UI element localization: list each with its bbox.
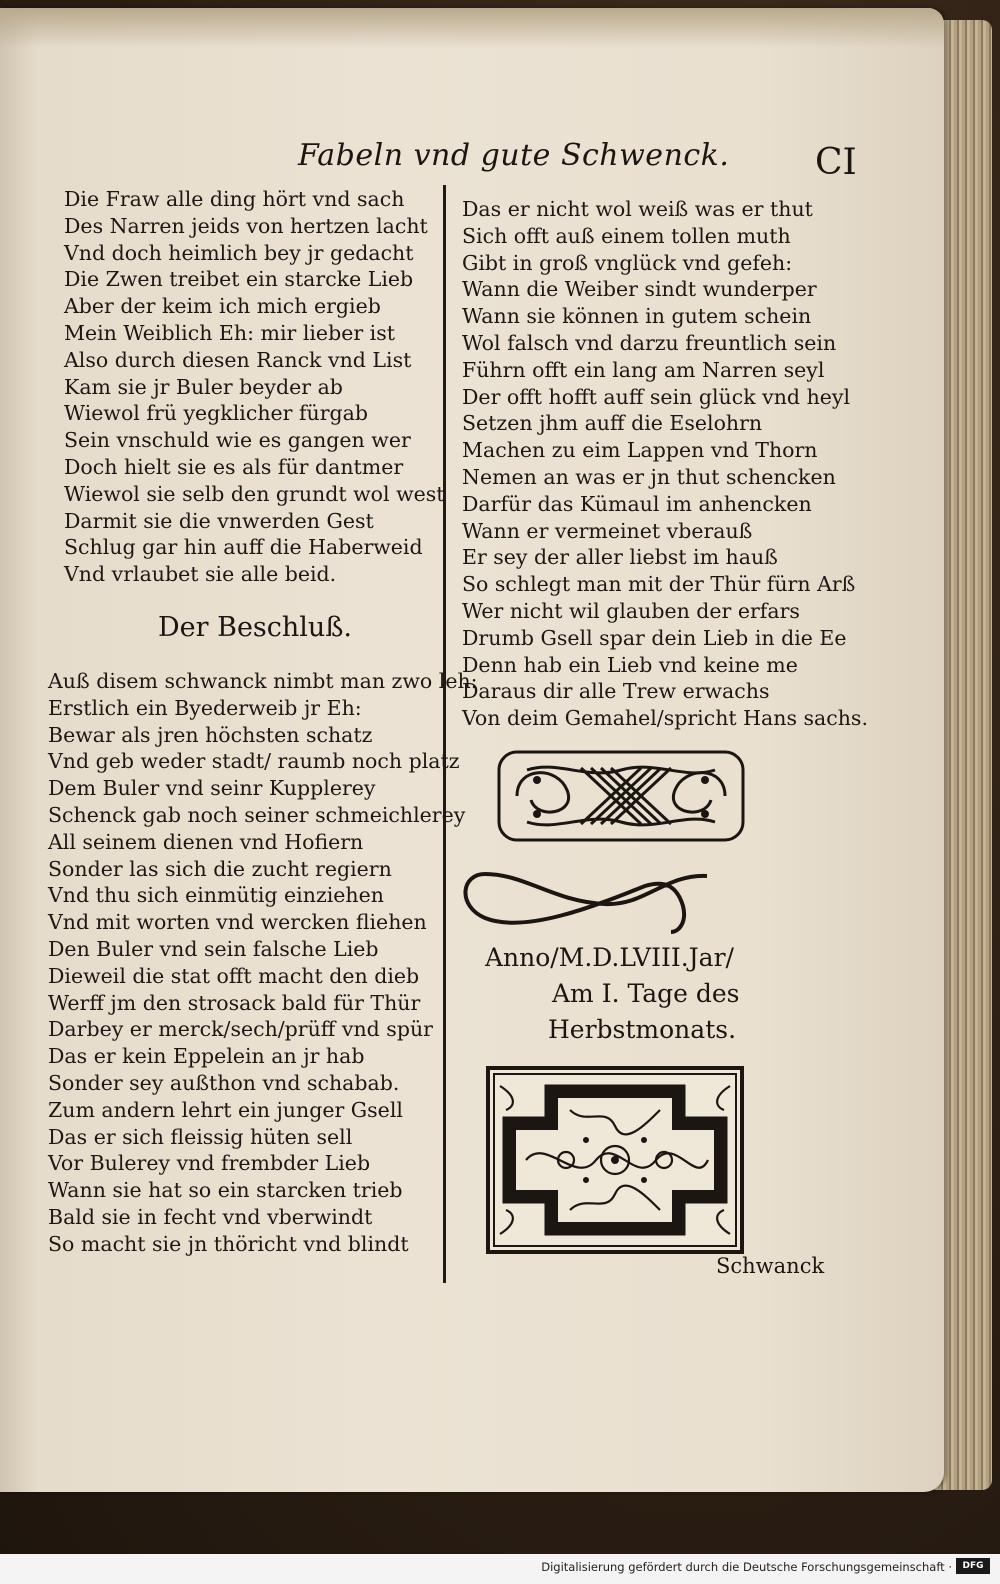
verse-line: Werff jm den strosack bald für Thür [48,990,421,1015]
verse-line: Darbey er merck/sech/prüff vnd spür [48,1017,433,1042]
verse-line: Wol falsch vnd darzu freuntlich sein [462,330,837,355]
verse-line: Vnd thu sich einmütig einziehen [48,883,384,908]
verse-line: Zum andern lehrt ein junger Gsell [48,1097,403,1122]
verse-line: Denn hab ein Lieb vnd keine me [462,652,798,677]
folio-number: CI [815,142,857,183]
verse-line: Dem Buler vnd seinr Kupplerey [48,776,376,801]
verse-line: Erstlich ein Byederweib jr Eh: [48,695,362,720]
right-column [462,196,868,732]
verse-line: Gibt in groß vnglück vnd gefeh: [462,250,793,275]
verse-line: Das er sich fleissig hüten sell [48,1124,353,1149]
colophon-line: Anno/M.D.LVIII.Jar/ [485,943,734,972]
verse-line: Wiewol frü yegklicher fürgab [64,401,369,426]
verse-line: Nemen an was er jn thut schencken [462,464,836,489]
verse-line: Dieweil die stat offt macht den dieb [48,963,420,988]
verse-line: Kam sie jr Buler beyder ab [64,374,343,399]
verse-line: Wann sie hat so ein starcken trieb [48,1178,403,1203]
verse-line: Er sey der aller liebst im hauß [462,545,778,570]
left-column-top [64,186,445,588]
verse-line: Vnd mit worten vnd wercken fliehen [48,910,427,935]
verse-line: Auß disem schwanck nimbt man zwo leh: [48,669,478,693]
verse-line: Die Zwen treibet ein starcke Lieb [64,267,414,292]
verse-line: Mein Weiblich Eh: mir lieber ist [64,320,395,345]
verse-line: Aber der keim ich mich ergieb [64,294,381,319]
verse-line: Von deim Gemahel/spricht Hans sachs. [462,706,868,731]
verse-line: Vnd vrlaubet sie alle beid. [64,562,337,587]
colophon [485,940,825,1048]
verse-line: Sonder las sich die zucht regiern [48,856,392,881]
verse-line: Des Narren jeids von hertzen lacht [64,213,428,238]
verse-line: Schenck gab noch seiner schmeichlerey [48,802,466,827]
knotwork-ornament-icon [497,750,745,842]
colophon-line: Herbstmonats. [548,1015,737,1044]
verse-line: Wann sie können in gutem schein [462,304,812,329]
arabesque-woodcut-icon [486,1066,744,1254]
verse-line: Vnd doch heimlich bey jr gedacht [64,240,414,265]
verse-line: Der offt hofft auff sein glück vnd heyl [462,384,851,409]
verse-line: Sonder sey außthon vnd schabab. [48,1070,400,1095]
loop-flourish-icon [455,866,710,936]
verse-line: Vor Bulerey vnd frembder Lieb [48,1151,371,1176]
verse-line: Schlug gar hin auff die Haberweid [64,535,423,560]
verse-line: Das er nicht wol weiß was er thut [462,197,813,221]
verse-line: Darmit sie die vnwerden Gest [64,508,374,533]
colophon-line: Am I. Tage des [552,979,740,1008]
verse-line: Wann er vermeinet vberauß [462,518,753,543]
verse-line: Die Fraw alle ding hört vnd sach [64,187,405,211]
section-heading: Der Beschluß. [158,612,352,643]
verse-line: Wann die Weiber sindt wunderper [462,277,817,302]
catchword: Schwanck [716,1254,825,1278]
verse-line: Bald sie in fecht vnd vberwindt [48,1204,373,1229]
running-head-title: Fabeln vnd gute Schwenck. [298,138,730,173]
verse-line: All seinem dienen vnd Hofiern [48,829,364,854]
verse-line: Wiewol sie selb den grundt wol west [64,481,445,506]
verse-line: Machen zu eim Lappen vnd Thorn [462,438,818,463]
page-stain [0,8,944,48]
verse-line: Setzen jhm auff die Eselohrn [462,411,763,436]
verse-line: Vnd geb weder stadt/ raumb noch platz [48,749,460,774]
verse-line: Darfür das Kümaul im anhencken [462,491,812,516]
verse-line: Bewar als jren höchsten schatz [48,722,373,747]
verse-line: So schlegt man mit der Thür fürn Arß [462,572,856,597]
verse-line: Doch hielt sie es als für dantmer [64,454,404,479]
funding-credit: Digitalisierung gefördert durch die Deutsche Forschungsgemeinschaft · [541,1560,952,1574]
verse-line: Wer nicht wil glauben der erfars [462,598,800,623]
verse-line: Daraus dir alle Trew erwachs [462,679,770,704]
verse-line: Drumb Gsell spar dein Lieb in die Ee [462,625,847,650]
left-column-bottom [48,668,478,1258]
verse-line: Das er kein Eppelein an jr hab [48,1044,365,1069]
verse-line: Sich offt auß einem tollen muth [462,223,791,248]
verse-line: Sein vnschuld wie es gangen wer [64,428,411,453]
dfg-logo: DFG [956,1558,990,1574]
verse-line: Also durch diesen Ranck vnd List [64,347,412,372]
verse-line: Führn offt ein lang am Narren seyl [462,357,825,382]
verse-line: Den Buler vnd sein falsche Lieb [48,936,379,961]
verse-line: So macht sie jn thöricht vnd blindt [48,1231,409,1256]
